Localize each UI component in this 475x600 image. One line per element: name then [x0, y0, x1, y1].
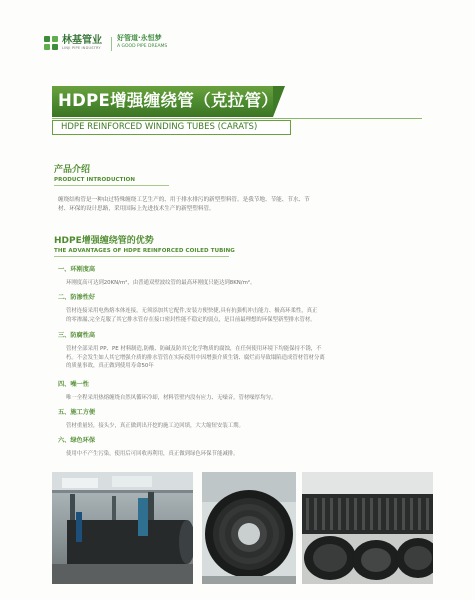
advantage-title: 四、噪一性	[58, 381, 89, 388]
advantage-title: 三、防腐性高	[58, 332, 96, 339]
advantage-text	[66, 422, 436, 431]
title-rule	[52, 118, 422, 119]
header-divider	[111, 37, 112, 51]
intro-heading: 产品介绍	[54, 165, 91, 175]
advantage-line: 的质量事故，真正做到使用寿命50年	[66, 363, 154, 370]
pipe-interior-photo	[202, 472, 296, 584]
intro-text-line: 缠绕结构管是一种由过特殊缠绕工艺生产的、用于排水排污的新型塑料管。是我节地、节能、节水、节	[58, 197, 310, 203]
advantage-text	[66, 345, 441, 371]
advantage-line: 管材连接采用电热熔本体连接，无须添加其它配件,安装方便快捷,具有抗强机冲击能力、极高环柔性，真正	[66, 308, 318, 314]
advantage-title: 六、绿色环保	[58, 437, 96, 444]
slogan-cn: 好管道·永恒梦	[117, 34, 162, 42]
advantage-title: 一、环刚度高	[58, 266, 96, 273]
brand-name: 林基管业	[62, 35, 102, 46]
advantage-line: 管材重量轻，接头少，真正做到出开挖的施工边回填，大大缩短安装工期。	[66, 423, 244, 429]
intro-text	[58, 196, 433, 214]
page-title: HDPE增强缠绕管（克拉管）	[58, 91, 279, 110]
advantages-heading: HDPE增强缠绕管的优势	[54, 236, 154, 246]
advantages-heading-english: THE ADVANTAGES OF HDPE REINFORCED COILED TUBING	[54, 248, 235, 254]
brand-sub: LINJI PIPE INDUSTRY	[62, 46, 101, 50]
advantage-text	[66, 279, 436, 288]
slogan	[117, 34, 167, 50]
slogan-en: A GOOD PIPE DREAMS	[117, 44, 168, 49]
advantage-line: 管材全部采用 PP、PE 材料制造,防酸、防碱及防其它化学物质的腐蚀，在任何使用环境下均能保持不锈，不	[66, 346, 322, 352]
advantage-line: 环刚度高可达到20KN/m²，由普通双壁波纹管的最高环刚度只能达到8KN/m²。	[66, 280, 256, 286]
brand-logo	[44, 35, 102, 51]
intro-rule	[54, 185, 169, 186]
factory-workshop-photo	[52, 472, 193, 584]
advantage-line: 使用中不产生污染，使用后可回收再利用，真正做到绿色环保节能减排。	[66, 451, 239, 457]
pipe-stack-photo	[302, 472, 433, 584]
advantage-line: 朽。不会发生如人其它增强介质的排水管管在实际使用中因增强介质生锈、腐烂而导致塌陷造成管材管材分离	[66, 354, 325, 361]
advantage-title: 二、防渗性好	[58, 294, 96, 301]
advantage-line: 唯一全程采用热熔缠绕自然风循环冷却，材料管壁内没有应力、无噪音，管材噪厚均匀。	[66, 395, 277, 401]
advantages-rule	[54, 256, 229, 257]
intro-text-line: 材、环保的设计思路，采用国际上先进技术生产的新型塑料管。	[58, 206, 215, 212]
intro-heading-english: PRODUCT INTRODUCTION	[54, 177, 136, 183]
advantage-text	[66, 394, 436, 403]
advantage-title: 五、施工方便	[58, 409, 96, 416]
photo-strip	[0, 472, 475, 600]
advantage-text	[66, 307, 441, 324]
advantage-text	[66, 450, 436, 459]
advantage-line: 的零渗漏,完全克服了其它排水管存在接口密封性能不稳定的弱点，是目前最理想的环保型新型排水管材。	[66, 316, 316, 323]
logo-mark-icon	[44, 36, 58, 50]
page-title-english: HDPE REINFORCED WINDING TUBES (CARATS)	[61, 122, 258, 132]
